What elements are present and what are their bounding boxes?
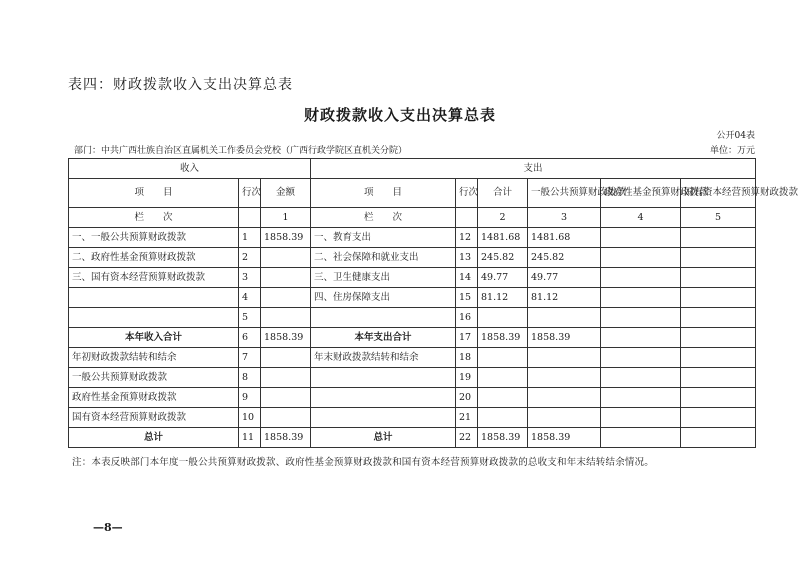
income-line-no: 1 bbox=[239, 228, 261, 248]
table-row bbox=[69, 348, 756, 368]
expense-capital bbox=[681, 228, 756, 248]
expense-general: 1858.39 bbox=[528, 328, 601, 348]
income-item: 年初财政拨款结转和结余 bbox=[69, 348, 239, 368]
expense-general bbox=[528, 308, 601, 328]
expense-item: 本年支出合计 bbox=[311, 328, 456, 348]
expense-item bbox=[311, 308, 456, 328]
expense-fund bbox=[601, 308, 681, 328]
income-line-no-header: 行次 bbox=[239, 179, 261, 208]
income-amount bbox=[261, 268, 311, 288]
expense-general bbox=[528, 408, 601, 428]
form-number: 公开04表 bbox=[716, 131, 755, 141]
unit-line: 单位：万元 bbox=[709, 146, 755, 156]
expense-fund bbox=[601, 328, 681, 348]
expense-item-header: 项 目 bbox=[311, 179, 456, 208]
expense-general bbox=[528, 388, 601, 408]
column-number-2: 2 bbox=[478, 208, 528, 228]
expense-item bbox=[311, 368, 456, 388]
income-item bbox=[69, 288, 239, 308]
expense-capital bbox=[681, 288, 756, 308]
income-line-no: 11 bbox=[239, 428, 261, 448]
budget-table bbox=[68, 158, 799, 448]
expense-capital bbox=[681, 308, 756, 328]
table-title: 财政拨款收入支出决算总表 bbox=[303, 106, 496, 124]
income-line-no: 9 bbox=[239, 388, 261, 408]
income-line-no: 2 bbox=[239, 248, 261, 268]
income-amount bbox=[261, 348, 311, 368]
expense-total: 49.77 bbox=[478, 268, 528, 288]
expense-line-no: 16 bbox=[456, 308, 478, 328]
expense-total: 1858.39 bbox=[478, 428, 528, 448]
income-amount bbox=[261, 408, 311, 428]
expense-fund bbox=[601, 368, 681, 388]
expense-general: 245.82 bbox=[528, 248, 601, 268]
income-item: 一、一般公共预算财政拨款 bbox=[69, 228, 239, 248]
expense-general: 1481.68 bbox=[528, 228, 601, 248]
column-number-5: 5 bbox=[681, 208, 756, 228]
expense-general: 49.77 bbox=[528, 268, 601, 288]
expense-line-no: 19 bbox=[456, 368, 478, 388]
column-number-4: 4 bbox=[601, 208, 681, 228]
income-amount bbox=[261, 248, 311, 268]
expense-line-no: 18 bbox=[456, 348, 478, 368]
income-amount bbox=[261, 368, 311, 388]
expense-line-no: 15 bbox=[456, 288, 478, 308]
income-item: 二、政府性基金预算财政拨款 bbox=[69, 248, 239, 268]
column-number-1: 1 bbox=[261, 208, 311, 228]
income-amount bbox=[261, 288, 311, 308]
expense-line-no: 20 bbox=[456, 388, 478, 408]
expense-line-no-header: 行次 bbox=[456, 179, 478, 208]
expense-fund bbox=[601, 248, 681, 268]
expense-total-header: 合计 bbox=[478, 179, 528, 208]
expense-capital bbox=[681, 248, 756, 268]
expense-item: 二、社会保障和就业支出 bbox=[311, 248, 456, 268]
income-amount: 1858.39 bbox=[261, 328, 311, 348]
table-row bbox=[69, 248, 756, 268]
expense-total: 81.12 bbox=[478, 288, 528, 308]
general-budget-header: 一般公共预算财政拨款 bbox=[528, 179, 601, 208]
expense-total: 1858.39 bbox=[478, 328, 528, 348]
table-row bbox=[69, 308, 756, 328]
column-number-3: 3 bbox=[528, 208, 601, 228]
expense-item: 三、卫生健康支出 bbox=[311, 268, 456, 288]
income-line-no: 3 bbox=[239, 268, 261, 288]
income-line-no: 5 bbox=[239, 308, 261, 328]
income-amount bbox=[261, 308, 311, 328]
expense-fund bbox=[601, 408, 681, 428]
department-line: 部门：中共广西壮族自治区直属机关工作委员会党校（广西行政学院区直机关分院） bbox=[74, 146, 408, 156]
expense-capital bbox=[681, 348, 756, 368]
table-body bbox=[69, 228, 756, 448]
expense-total: 245.82 bbox=[478, 248, 528, 268]
income-line-no: 6 bbox=[239, 328, 261, 348]
expense-line-no: 13 bbox=[456, 248, 478, 268]
income-amount-header: 金额 bbox=[261, 179, 311, 208]
expense-general bbox=[528, 348, 601, 368]
expense-item bbox=[311, 388, 456, 408]
expense-capital bbox=[681, 368, 756, 388]
expense-general: 1858.39 bbox=[528, 428, 601, 448]
state-capital-header: 国有资本经营预算财政拨款 bbox=[681, 179, 756, 208]
income-item: 总计 bbox=[69, 428, 239, 448]
expense-column-label: 栏 次 bbox=[311, 208, 456, 228]
income-amount: 1858.39 bbox=[261, 428, 311, 448]
income-item bbox=[69, 308, 239, 328]
table-row bbox=[69, 288, 756, 308]
expense-fund bbox=[601, 228, 681, 248]
table-note: 注：本表反映部门本年度一般公共预算财政拨款、政府性基金预算财政拨款和国有资本经营预算财政拨款的总收支和年末结转结余情况。 bbox=[72, 457, 655, 468]
income-header: 收入 bbox=[69, 159, 311, 179]
table-row bbox=[69, 268, 756, 288]
income-amount bbox=[261, 388, 311, 408]
expense-line-no: 12 bbox=[456, 228, 478, 248]
expense-capital bbox=[681, 268, 756, 288]
expense-general bbox=[528, 368, 601, 388]
expense-general: 81.12 bbox=[528, 288, 601, 308]
income-item: 三、国有资本经营预算财政拨款 bbox=[69, 268, 239, 288]
expense-item bbox=[311, 408, 456, 428]
expense-header: 支出 bbox=[311, 159, 756, 179]
income-item: 一般公共预算财政拨款 bbox=[69, 368, 239, 388]
expense-capital bbox=[681, 388, 756, 408]
gov-fund-header: 政府性基金预算财政拨款 bbox=[601, 179, 681, 208]
expense-item: 总计 bbox=[311, 428, 456, 448]
expense-line-no: 17 bbox=[456, 328, 478, 348]
income-line-no: 10 bbox=[239, 408, 261, 428]
income-item: 本年收入合计 bbox=[69, 328, 239, 348]
expense-capital bbox=[681, 428, 756, 448]
expense-line-no: 22 bbox=[456, 428, 478, 448]
expense-fund bbox=[601, 268, 681, 288]
table-row bbox=[69, 388, 756, 408]
expense-total bbox=[478, 368, 528, 388]
expense-item: 年末财政拨款结转和结余 bbox=[311, 348, 456, 368]
table-header bbox=[69, 159, 799, 228]
income-line-no: 8 bbox=[239, 368, 261, 388]
income-amount: 1858.39 bbox=[261, 228, 311, 248]
page-number: —8— bbox=[93, 521, 123, 534]
table-row bbox=[69, 368, 756, 388]
section-heading: 表四：财政拨款收入支出决算总表 bbox=[68, 77, 293, 93]
income-item: 国有资本经营预算财政拨款 bbox=[69, 408, 239, 428]
income-column-label: 栏 次 bbox=[69, 208, 239, 228]
table-row bbox=[69, 428, 756, 448]
expense-line-no: 21 bbox=[456, 408, 478, 428]
expense-fund bbox=[601, 388, 681, 408]
expense-total bbox=[478, 388, 528, 408]
table-row bbox=[69, 408, 756, 428]
expense-total bbox=[478, 408, 528, 428]
expense-capital bbox=[681, 408, 756, 428]
expense-total: 1481.68 bbox=[478, 228, 528, 248]
expense-fund bbox=[601, 348, 681, 368]
income-item-header: 项 目 bbox=[69, 179, 239, 208]
expense-line-no: 14 bbox=[456, 268, 478, 288]
expense-item: 一、教育支出 bbox=[311, 228, 456, 248]
income-item: 政府性基金预算财政拨款 bbox=[69, 388, 239, 408]
expense-item: 四、住房保障支出 bbox=[311, 288, 456, 308]
table-row bbox=[69, 328, 756, 348]
income-line-no: 7 bbox=[239, 348, 261, 368]
table-row bbox=[69, 228, 756, 248]
expense-fund bbox=[601, 428, 681, 448]
expense-fund bbox=[601, 288, 681, 308]
expense-total bbox=[478, 348, 528, 368]
expense-capital bbox=[681, 328, 756, 348]
expense-total bbox=[478, 308, 528, 328]
income-line-no: 4 bbox=[239, 288, 261, 308]
